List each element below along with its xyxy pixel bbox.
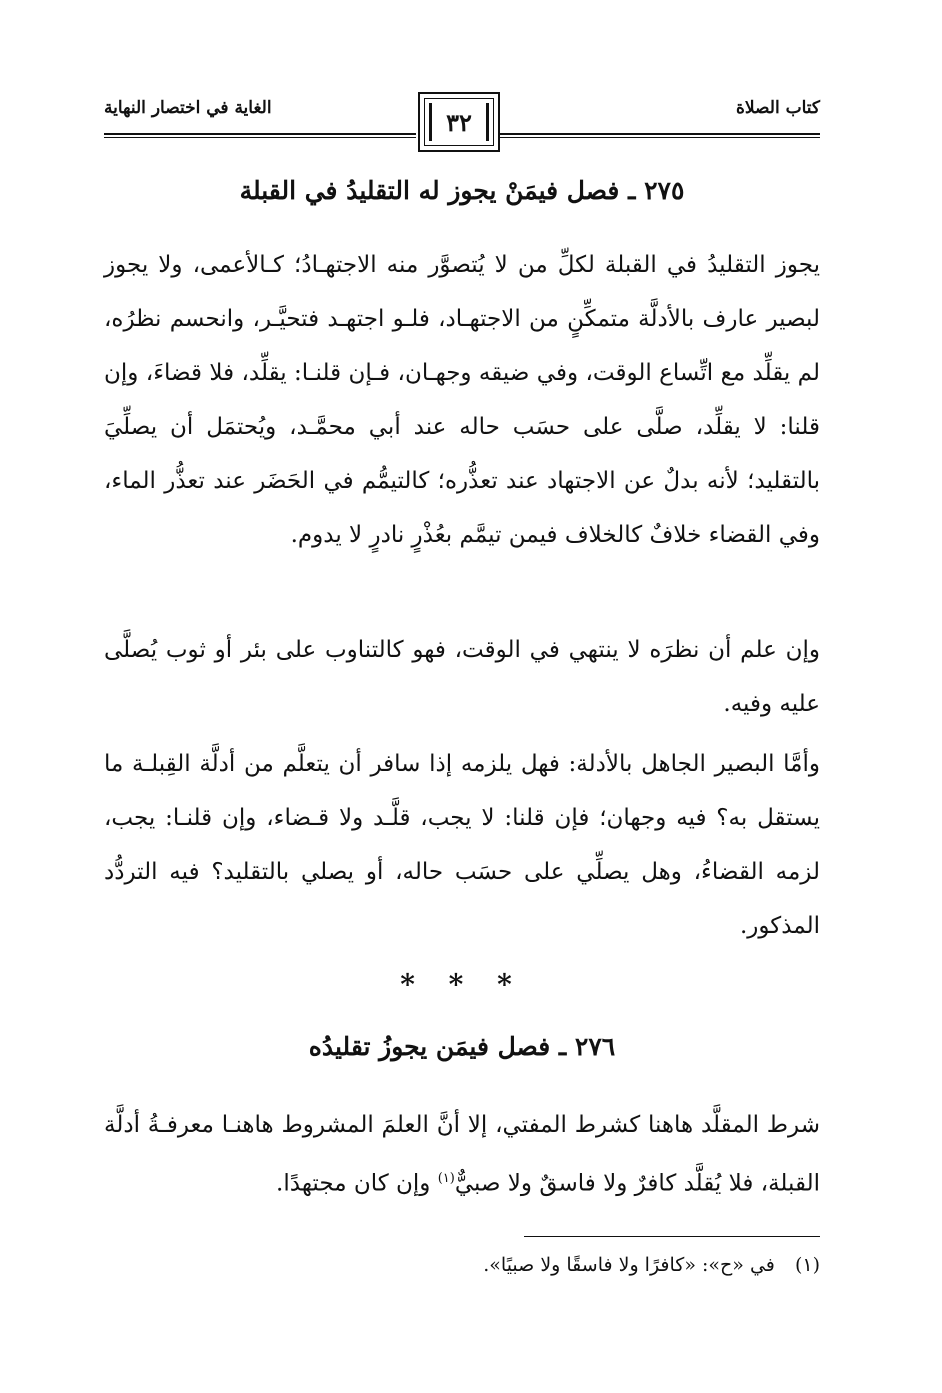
footnote-text: في «ح»: «كافرًا ولا فاسقًا ولا صبيًا». xyxy=(483,1254,775,1276)
section-276-body xyxy=(104,1098,820,1211)
paragraph: وأمَّا البصير الجاهل بالأدلة: فهل يلزمه إذا سافر أن يتعلَّم من أدلَّة القِبلـة ما يستقل به؟ فيه وجهان؛ فإن قلنا: لا يجب، قلَّـد ولا قـضاء، وإن قلنـا: يجب، لزمه القضاءُ، وهل يصلِّي على حسَب حاله، أو يصلي بالتقليد؟ فيه التردُّد المذكور. xyxy=(104,751,820,939)
header-rule-right xyxy=(498,133,820,138)
paragraph-tail: وإن كان مجتهدًا. xyxy=(276,1170,438,1197)
asterisk-separator: * * * xyxy=(400,968,524,1001)
footnote-mark: (١) xyxy=(794,1254,820,1276)
section-275-body-3 xyxy=(104,737,820,953)
paragraph-main: شرط المقلَّد هاهنا كشرط المفتي، إلا أنَّ العلمَ المشروط هاهنـا معرفـةُ أدلَّة القبلة، فلا يُقلَّد كافرٌ ولا فاسقٌ ولا صبيٌّ xyxy=(104,1112,820,1197)
section-275-body-2 xyxy=(104,623,820,731)
section-heading: ٢٧٦ ـ فصل فيمَن يجوزُ تقليدُه xyxy=(308,1032,616,1061)
header-book-section: كتاب الصلاة xyxy=(735,98,820,118)
page-number: ٣٢ xyxy=(446,108,472,137)
paragraph xyxy=(104,1098,820,1211)
header-book-title: الغاية في اختصار النهاية xyxy=(104,98,272,118)
paragraph: وإن علم أن نظرَه لا ينتهي في الوقت، فهو كالتناوب على بئر أو ثوب يُصلَّى عليه وفيه. xyxy=(104,637,820,717)
paragraph: يجوز التقليدُ في القبلة لكلِّ من لا يُتصوَّر منه الاجتهـادُ؛ كـالأعمى، ولا يجوز لبصير عارف بالأدلَّة متمكِّنٍ من الاجتهـاد، فلـو اجتهـد فتحيَّـر، وانحسم نظرُه، لم يقلِّد مع اتِّساع الوقت، وفي ضيقه وجهـان، فـإن قلنـا: يقلِّد، فلا قضاءَ، وإن قلنا: لا يقلِّد، صلَّى على حسَب حاله عند أبي محمَّـد، ويُحتمَل أن يصلِّيَ بالتقليد؛ لأنه بدلٌ عن الاجتهاد عند تعذُّره؛ كالتيمُّم في الحَضَر عند تعذُّر الماء، وفي القضاء خلافٌ كالخلاف فيمن تيمَّم بعُذْرٍ نادرٍ لا يدوم. xyxy=(104,252,820,548)
header-rule-left xyxy=(104,133,416,138)
section-275 xyxy=(104,176,820,205)
footnote-rule xyxy=(524,1236,820,1237)
footnote xyxy=(104,1254,820,1276)
footnote-reference[interactable]: (١) xyxy=(437,1171,455,1186)
section-276 xyxy=(104,1032,820,1061)
section-275-body xyxy=(104,238,820,562)
section-heading: ٢٧٥ ـ فصل فيمَنْ يجوز له التقليدُ في القبلة xyxy=(239,176,685,205)
running-header xyxy=(104,86,820,156)
page-number-frame xyxy=(418,92,500,152)
section-separator xyxy=(104,968,820,1001)
